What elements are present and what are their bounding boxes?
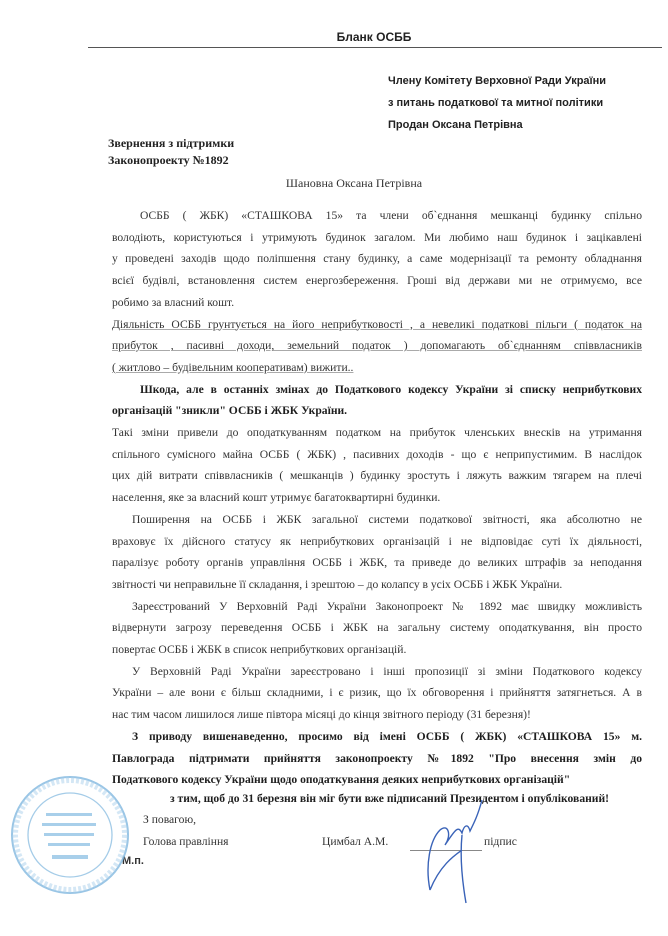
subject-line: Законопроекту №1892 — [108, 153, 229, 167]
paragraph-line: Шкода, але в останніх змінах до Податкового кодексу України зі списку неприбуткових — [140, 382, 642, 396]
closing-request-line: з тим, щоб до 31 березня він міг бути вже підписаний Президентом і опублікований! — [170, 792, 610, 805]
paragraph-line: всієї будівлі, встановлення систем енергозбереження. Гроші від держави ми не отримуємо, все — [112, 274, 642, 288]
letter-body — [112, 205, 642, 791]
paragraph-line: ( житлово – будівельним кооперативам) вижити.. — [112, 360, 354, 374]
paragraph-line: володіють, користуються і утримують будинок загалом. Ми любимо наш будинок і зацікавлені — [112, 230, 642, 244]
paragraph-line: робимо за власний кошт. — [112, 295, 235, 309]
addressee-line: Продан Оксана Петрівна — [388, 119, 523, 131]
paragraph — [112, 596, 642, 661]
paragraph — [112, 661, 642, 726]
paragraph — [112, 379, 642, 422]
paragraph-line: У Верховній Раді України зареєстровано і інші пропозиції зі зміни Податкового кодексу — [132, 664, 642, 678]
subject-line: Звернення з підтримки — [108, 136, 235, 150]
paragraph-line: Такі зміни привели до оподаткуванням податком на прибуток членських внесків на утримання — [112, 426, 642, 440]
paragraph — [112, 314, 642, 379]
paragraph-line: Податкового кодексу України щодо оподаткування деяких неприбуткових організацій" — [112, 773, 571, 787]
paragraph-line: враховує їх дійсного статусу як неприбуткових організацій і не відповідає суті їх діяльності, — [112, 534, 642, 548]
paragraph-line: звітності чи неправильне її складання, і зрештою – до колапсу в усіх ОСББ і ЖБК України. — [112, 577, 563, 591]
letterhead-divider — [88, 47, 662, 48]
paragraph-line: Павлограда підтримати прийняття законопроекту №1892 "Про внесення змін до — [112, 751, 642, 765]
paragraph — [112, 205, 642, 314]
seal-label: М.п. — [122, 855, 144, 867]
paragraph-line: населення, яке за власний кошт утримує багатоквартирні будинки. — [112, 491, 441, 505]
signatory-position: Голова правління — [143, 835, 229, 848]
paragraph-line: Поширення на ОСББ і ЖБК загальної системи податкової звітності, яка абсолютно не — [132, 512, 642, 526]
paragraph-line: організацій "зникли" ОСББ і ЖБК України. — [112, 404, 348, 418]
paragraph-line: України – але вони є більш складними, і є ризик, що їх обговорення і прийняття затягнеться. А в — [112, 686, 642, 700]
paragraph-line: ОСББ ( ЖБК) «СТАШКОВА 15» та члени об`єднання мешканці будинку спільно — [140, 209, 642, 222]
paragraph-line: відвернути загрозу переведення ОСББ і ЖБК на загальну систему оподаткування, він просто — [112, 621, 642, 635]
subject-block — [108, 135, 234, 169]
paragraph-line: цих дій витрати співвласників ( мешканців ) будинку зростуть і ляжуть важким тягарем на плечі — [112, 469, 642, 483]
paragraph-line: нас тим часом лишилося лише півтора місяці до кінця звітного періоду (31 березня)! — [112, 708, 531, 722]
paragraph-line: Діяльність ОСББ грунтується на його неприбутковості , а невеликі податкові пільги ( податок на — [112, 317, 642, 331]
paragraph-line: прибуток , пасивні доходи, земельний податок ) допомагають об`єднанням співвласників — [112, 339, 642, 353]
signature-label: підпис — [484, 835, 517, 848]
paragraph-line: у проведені заходів щодо поліпшення стану будинку, а саме модернізації та ремонту обладнання — [112, 252, 642, 266]
addressee-block — [388, 70, 606, 136]
paragraph-line: спільного сумісного майна ОСББ ( ЖБК) , пасивних доходів - що є неприпустимим. В наслідок — [112, 447, 642, 461]
paragraph-line: паралізує роботу органів управління ОСББ і ЖБК, та приведе до великих штрафів за неподання — [112, 556, 642, 570]
organization-stamp — [8, 773, 132, 897]
letterhead-title: Бланк ОСББ — [336, 30, 412, 44]
paragraph-line: З приводу вишенаведенно, просимо від імені ОСББ ( ЖБК) «СТАШКОВА 15» м. — [132, 729, 642, 743]
signature — [400, 795, 490, 905]
paragraph-line: Зареєстрований У Верховній Раді України Законопроект № 1892 має швидку можливість — [132, 599, 642, 613]
regards: З повагою, — [143, 813, 196, 826]
paragraph — [112, 726, 642, 791]
addressee-line: Члену Комітету Верховної Ради України — [388, 75, 607, 87]
paragraph-line: повертає ОСББ і ЖБК в список неприбуткових організацій. — [112, 643, 407, 657]
signatory-name: Цимбал А.М. — [322, 835, 389, 848]
greeting: Шановна Оксана Петрівна — [285, 176, 423, 190]
paragraph — [112, 422, 642, 509]
paragraph — [112, 509, 642, 596]
addressee-line: з питань податкової та митної політики — [388, 97, 604, 109]
